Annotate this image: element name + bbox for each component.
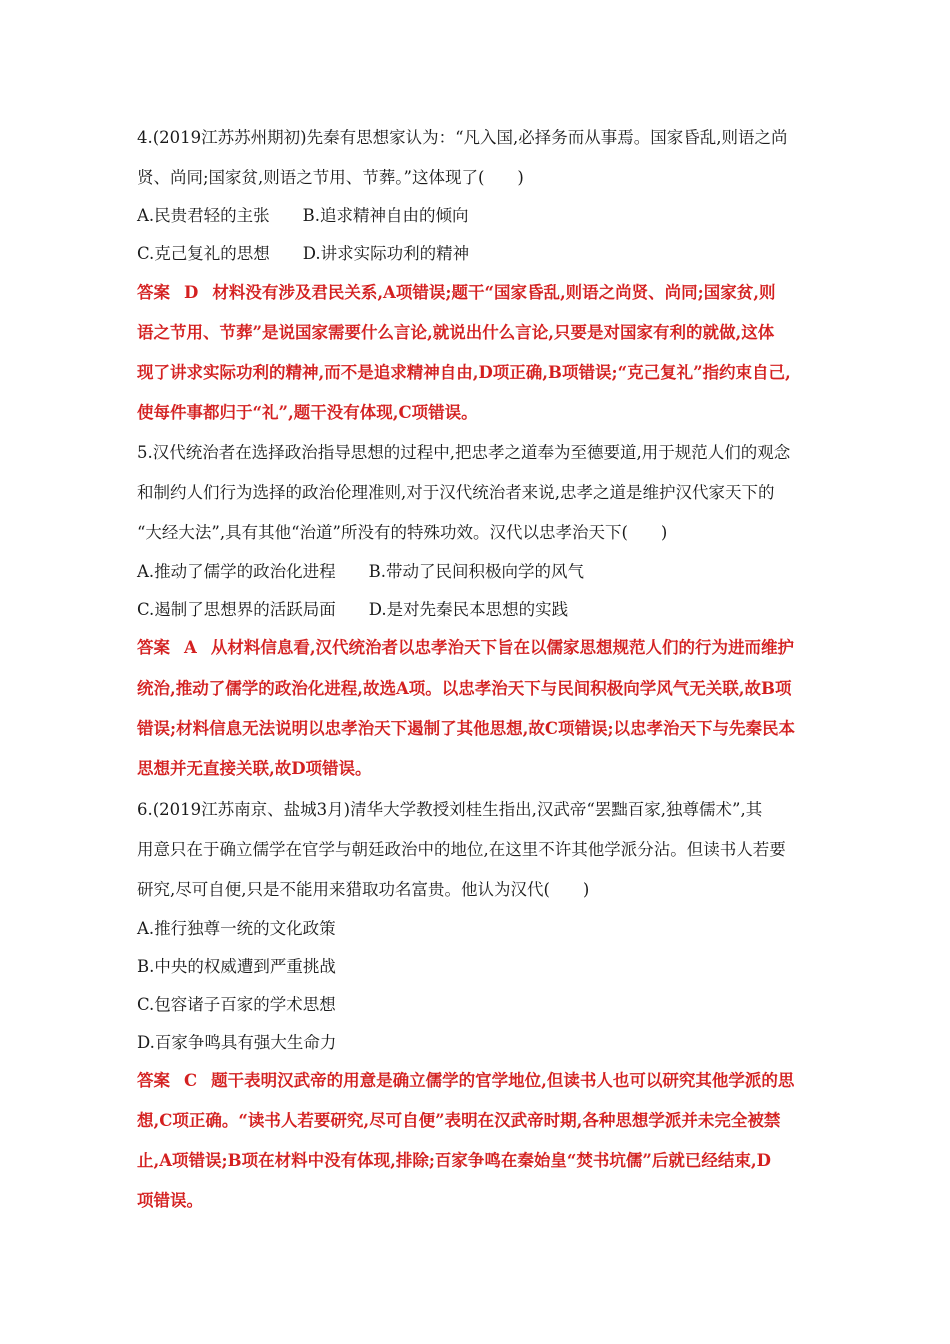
- answer-choice: C: [184, 1071, 198, 1090]
- question-6-stem-line-3: 研究,尽可自便,只是不能用来猎取功名富贵。他认为汉代( ): [137, 880, 590, 899]
- question-6-answer-line-2: 想,C项正确。“读书人若要研究,尽可自便”表明在汉武帝时期,各种思想学派并未完全被禁: [137, 1111, 781, 1130]
- question-6-answer-line-1: [137, 1070, 827, 1092]
- answer-label: 答案: [137, 283, 170, 302]
- answer-choice: D: [184, 283, 199, 302]
- answer-label: 答案: [137, 638, 170, 657]
- question-5-answer-line-3: 错误;材料信息无法说明以忠孝治天下遏制了其他思想,故C项错误;以忠孝治天下与先秦民本: [137, 719, 796, 738]
- question-6-option-c: C.包容诸子百家的学术思想: [137, 995, 336, 1014]
- question-6-option-a: A.推行独尊一统的文化政策: [137, 919, 336, 938]
- question-5-answer-line-2: 统治,推动了儒学的政治化进程,故选A项。以忠孝治天下与民间积极向学风气无关联,故B项: [137, 679, 792, 698]
- question-4-options-cd: C.克己复礼的思想 D.讲求实际功利的精神: [137, 244, 470, 263]
- question-5-options-ab: A.推动了儒学的政治化进程 B.带动了民间积极向学的风气: [137, 562, 585, 581]
- question-6-stem-line-2: 用意只在于确立儒学在官学与朝廷政治中的地位,在这里不许其他学派分沾。但读书人若要: [137, 840, 786, 859]
- question-4-stem-line-1: 4.(2019江苏苏州期初)先秦有思想家认为：“凡入国,必择务而从事焉。国家昏乱,则语之尚: [137, 128, 788, 147]
- question-4-stem-line-2: 贤、尚同;国家贫,则语之节用、节葬。”这体现了( ): [137, 168, 524, 187]
- answer-explanation-text: 材料没有涉及君民关系,A项错误;题干“国家昏乱,则语之尚贤、尚同;国家贫,则: [212, 283, 776, 302]
- question-5-answer-line-4: 思想并无直接关联,故D项错误。: [137, 759, 372, 778]
- answer-choice: A: [184, 638, 197, 657]
- question-6-stem-line-1: 6.(2019江苏南京、盐城3月)清华大学教授刘桂生指出,汉武帝“罢黜百家,独尊儒术”,其: [137, 800, 763, 819]
- question-6-answer-line-4: 项错误。: [137, 1191, 203, 1210]
- answer-explanation-text: 从材料信息看,汉代统治者以忠孝治天下旨在以儒家思想规范人们的行为进而维护: [210, 638, 795, 657]
- question-6-option-b: B.中央的权威遭到严重挑战: [137, 957, 336, 976]
- question-5-stem-line-2: 和制约人们行为选择的政治伦理准则,对于汉代统治者来说,忠孝之道是维护汉代家天下的: [137, 483, 775, 502]
- question-4-answer-line-2: 语之节用、节葬”是说国家需要什么言论,就说出什么言论,只要是对国家有利的就做,这体: [137, 323, 775, 342]
- question-4-answer-line-4: 使每件事都归于“礼”,题干没有体现,C项错误。: [137, 403, 478, 422]
- question-5-stem-line-1: 5.汉代统治者在选择政治指导思想的过程中,把忠孝之道奉为至德要道,用于规范人们的观念: [137, 443, 791, 462]
- question-5-stem-line-3: “大经大法”,具有其他“治道”所没有的特殊功效。汉代以忠孝治天下( ): [137, 523, 668, 542]
- question-4-answer-line-1: [137, 282, 827, 304]
- question-5-answer-line-1: [137, 637, 827, 659]
- answer-explanation-text: 题干表明汉武帝的用意是确立儒学的官学地位,但读书人也可以研究其他学派的思: [211, 1071, 795, 1090]
- question-4-options-ab: A.民贵君轻的主张 B.追求精神自由的倾向: [137, 206, 469, 225]
- question-5-options-cd: C.遏制了思想界的活跃局面 D.是对先秦民本思想的实践: [137, 600, 569, 619]
- question-4-answer-line-3: 现了讲求实际功利的精神,而不是追求精神自由,D项正确,B项错误;“克己复礼”指约束自己,: [137, 363, 791, 382]
- question-6-option-d: D.百家争鸣具有强大生命力: [137, 1033, 337, 1052]
- answer-label: 答案: [137, 1071, 170, 1090]
- question-6-answer-line-3: 止,A项错误;B项在材料中没有体现,排除;百家争鸣在秦始皇“焚书坑儒”后就已经结束,D: [137, 1151, 771, 1170]
